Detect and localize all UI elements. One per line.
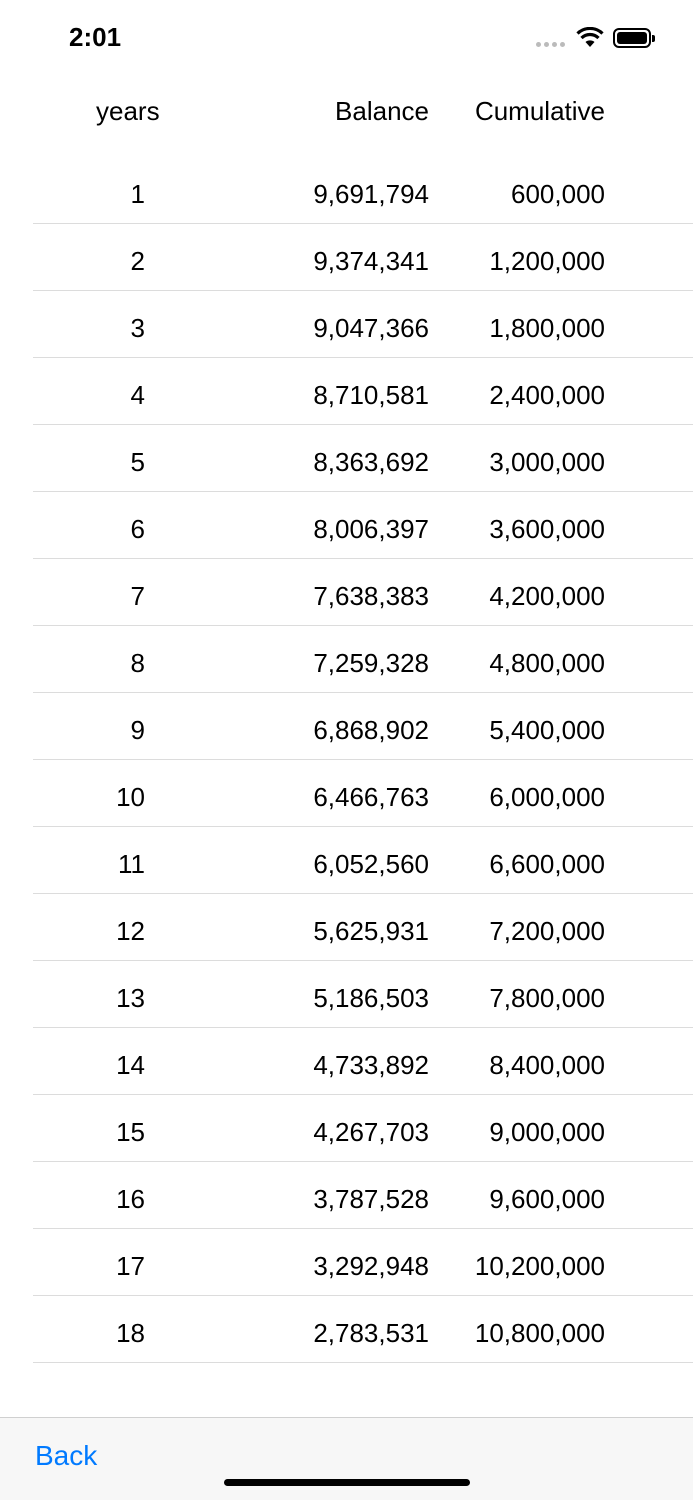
cell-cumulative: 3,600,000 bbox=[489, 514, 605, 544]
table-row[interactable] bbox=[0, 291, 693, 358]
table-row[interactable] bbox=[0, 626, 693, 693]
cell-cumulative: 1,800,000 bbox=[489, 313, 605, 343]
status-bar bbox=[0, 0, 693, 76]
battery-icon bbox=[613, 28, 651, 48]
cell-years: 10 bbox=[116, 782, 145, 812]
table-row[interactable] bbox=[0, 492, 693, 559]
table-header bbox=[0, 96, 693, 136]
cell-balance: 5,625,931 bbox=[313, 916, 429, 946]
table-row[interactable] bbox=[0, 224, 693, 291]
header-cumulative: Cumulative bbox=[474, 96, 605, 126]
status-time: 2:01 bbox=[69, 22, 122, 52]
cell-cumulative: 7,200,000 bbox=[489, 916, 605, 946]
table-row[interactable] bbox=[0, 894, 693, 961]
header-years: years bbox=[96, 96, 160, 126]
cell-balance: 9,374,341 bbox=[313, 246, 429, 276]
cell-years: 1 bbox=[130, 179, 145, 209]
cell-years: 2 bbox=[130, 246, 145, 276]
table-row[interactable] bbox=[0, 827, 693, 894]
cell-balance: 5,186,503 bbox=[313, 983, 429, 1013]
table-row[interactable] bbox=[0, 1296, 693, 1363]
cell-cumulative: 600,000 bbox=[511, 179, 605, 209]
cell-balance: 7,638,383 bbox=[313, 581, 429, 611]
header-balance: Balance bbox=[335, 96, 429, 126]
cell-cumulative: 4,800,000 bbox=[489, 648, 605, 678]
cell-cumulative: 6,600,000 bbox=[489, 849, 605, 879]
cell-balance: 3,787,528 bbox=[313, 1184, 429, 1214]
table-row[interactable] bbox=[0, 358, 693, 425]
cell-cumulative: 9,000,000 bbox=[489, 1117, 605, 1147]
cell-years: 5 bbox=[130, 447, 145, 477]
cell-balance: 8,006,397 bbox=[313, 514, 429, 544]
cell-years: 12 bbox=[116, 916, 145, 946]
cell-years: 8 bbox=[130, 648, 145, 678]
cell-cumulative: 6,000,000 bbox=[489, 782, 605, 812]
home-indicator[interactable] bbox=[224, 1479, 470, 1486]
cell-cumulative: 9,600,000 bbox=[489, 1184, 605, 1214]
cell-cumulative: 4,200,000 bbox=[489, 581, 605, 611]
table-row[interactable] bbox=[0, 157, 693, 224]
cell-cumulative: 1,200,000 bbox=[489, 246, 605, 276]
table-row[interactable] bbox=[0, 559, 693, 626]
table-row[interactable] bbox=[0, 425, 693, 492]
cell-balance: 4,733,892 bbox=[313, 1050, 429, 1080]
cell-balance: 3,292,948 bbox=[313, 1251, 429, 1281]
table-body bbox=[0, 157, 693, 1363]
cell-balance: 9,691,794 bbox=[313, 179, 429, 209]
table-row[interactable] bbox=[0, 1229, 693, 1296]
table-row[interactable] bbox=[0, 1162, 693, 1229]
cell-balance: 4,267,703 bbox=[313, 1117, 429, 1147]
cell-years: 9 bbox=[130, 715, 145, 745]
cell-cumulative: 10,800,000 bbox=[474, 1318, 605, 1348]
cell-cumulative: 3,000,000 bbox=[489, 447, 605, 477]
bottom-toolbar bbox=[0, 1417, 693, 1500]
cell-years: 15 bbox=[116, 1117, 145, 1147]
cell-cumulative: 10,200,000 bbox=[474, 1251, 605, 1281]
cell-years: 16 bbox=[116, 1184, 145, 1214]
cell-years: 7 bbox=[130, 581, 145, 611]
cell-years: 4 bbox=[130, 380, 145, 410]
cell-years: 3 bbox=[130, 313, 145, 343]
cell-years: 18 bbox=[116, 1318, 145, 1348]
cell-balance: 6,868,902 bbox=[313, 715, 429, 745]
cell-balance: 9,047,366 bbox=[313, 313, 429, 343]
cell-cumulative: 8,400,000 bbox=[489, 1050, 605, 1080]
cell-cumulative: 5,400,000 bbox=[489, 715, 605, 745]
cell-balance: 7,259,328 bbox=[313, 648, 429, 678]
cell-years: 17 bbox=[116, 1251, 145, 1281]
cell-cumulative: 7,800,000 bbox=[489, 983, 605, 1013]
wifi-icon bbox=[576, 27, 604, 47]
back-button[interactable]: Back bbox=[35, 1440, 98, 1471]
table-row[interactable] bbox=[0, 1028, 693, 1095]
cell-balance: 8,710,581 bbox=[313, 380, 429, 410]
cell-balance: 8,363,692 bbox=[313, 447, 429, 477]
table-row[interactable] bbox=[0, 693, 693, 760]
table-row[interactable] bbox=[0, 1095, 693, 1162]
cell-cumulative: 2,400,000 bbox=[489, 380, 605, 410]
cell-balance: 6,466,763 bbox=[313, 782, 429, 812]
cell-years: 6 bbox=[130, 514, 145, 544]
cell-years: 13 bbox=[116, 983, 145, 1013]
cell-years: 14 bbox=[116, 1050, 145, 1080]
table-row[interactable] bbox=[0, 961, 693, 1028]
cellular-signal-icon bbox=[536, 42, 565, 47]
cell-years: 11 bbox=[118, 849, 145, 879]
table-row[interactable] bbox=[0, 760, 693, 827]
cell-balance: 2,783,531 bbox=[313, 1318, 429, 1348]
cell-balance: 6,052,560 bbox=[313, 849, 429, 879]
